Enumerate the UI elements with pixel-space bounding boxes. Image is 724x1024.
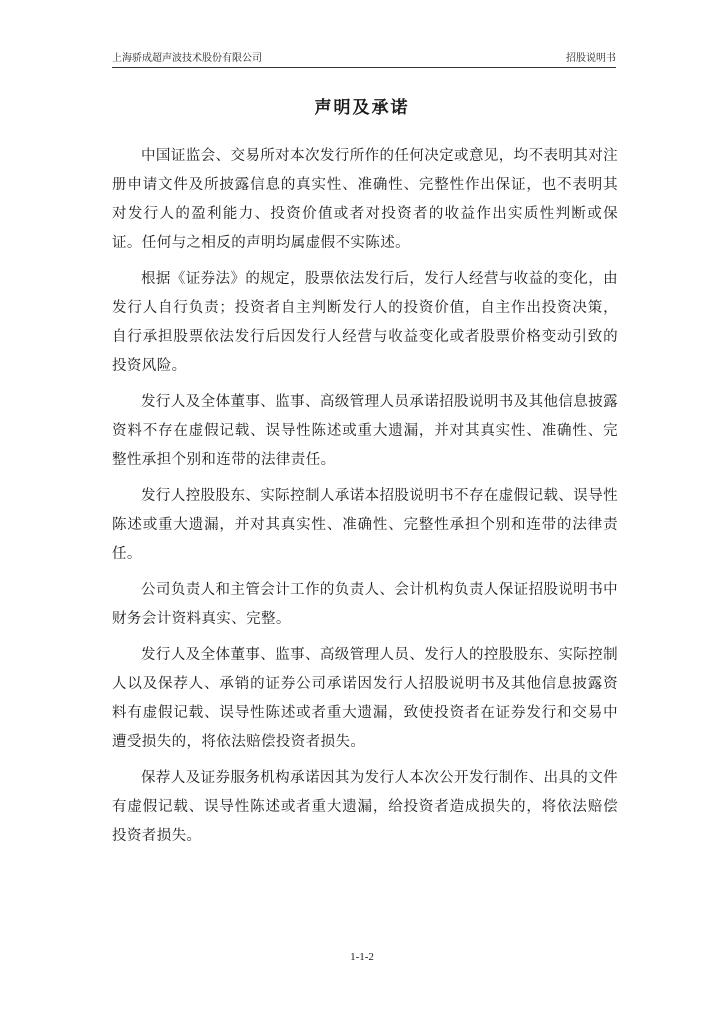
paragraph-investment-risk: 根据《证券法》的规定，股票依法发行后，发行人经营与收益的变化，由发行人自行负责；投资者自主判断发行人的投资价值，自主作出投资决策，自行承担股票依法发行后因发行人经营与收益变化或者股票价格变动引致的投资风险。 [112,271,618,374]
header-company-name: 上海骄成超声波技术股份有限公司 [112,53,262,64]
statement-body [112,142,618,858]
page-header [112,52,616,66]
paragraph-directors-undertaking: 发行人及全体董事、监事、高级管理人员承诺招股说明书及其他信息披露资料不存在虚假记载、误导性陈述或重大遗漏，并对其真实性、准确性、完整性承担个别和连带的法律责任。 [112,394,618,468]
paragraph-regulator-disclaimer: 中国证监会、交易所对本次发行所作的任何决定或意见，均不表明其对注册申请文件及所披露信息的真实性、准确性、完整性作出保证，也不表明其对发行人的盈利能力、投资价值或者对投资者的收益作出实质性判断或保证。任何与之相反的声明均属虚假不实陈述。 [112,148,618,251]
header-document-type: 招股说明书 [566,53,616,64]
paragraph-sponsor-undertaking: 保荐人及证券服务机构承诺因其为发行人本次公开发行制作、出具的文件有虚假记载、误导性陈述或者重大遗漏，给投资者造成损失的，将依法赔偿投资者损失。 [112,770,618,844]
page-number: 1-1-2 [350,951,374,963]
paragraph-financial-data-guarantee: 公司负责人和主管会计工作的负责人、会计机构负责人保证招股说明书中财务会计资料真实、完整。 [112,582,618,627]
header-divider [112,67,616,68]
paragraph-compensation-undertaking: 发行人及全体董事、监事、高级管理人员、发行人的控股股东、实际控制人以及保荐人、承销的证券公司承诺因发行人招股说明书及其他信息披露资料有虚假记载、误导性陈述或者重大遗漏，致使投资者在证券发行和交易中遭受损失的，将依法赔偿投资者损失。 [112,647,618,750]
paragraph-controlling-shareholder-undertaking: 发行人控股股东、实际控制人承诺本招股说明书不存在虚假记载、误导性陈述或重大遗漏，并对其真实性、准确性、完整性承担个别和连带的法律责任。 [112,488,618,562]
page-title: 声明及承诺 [314,98,410,118]
